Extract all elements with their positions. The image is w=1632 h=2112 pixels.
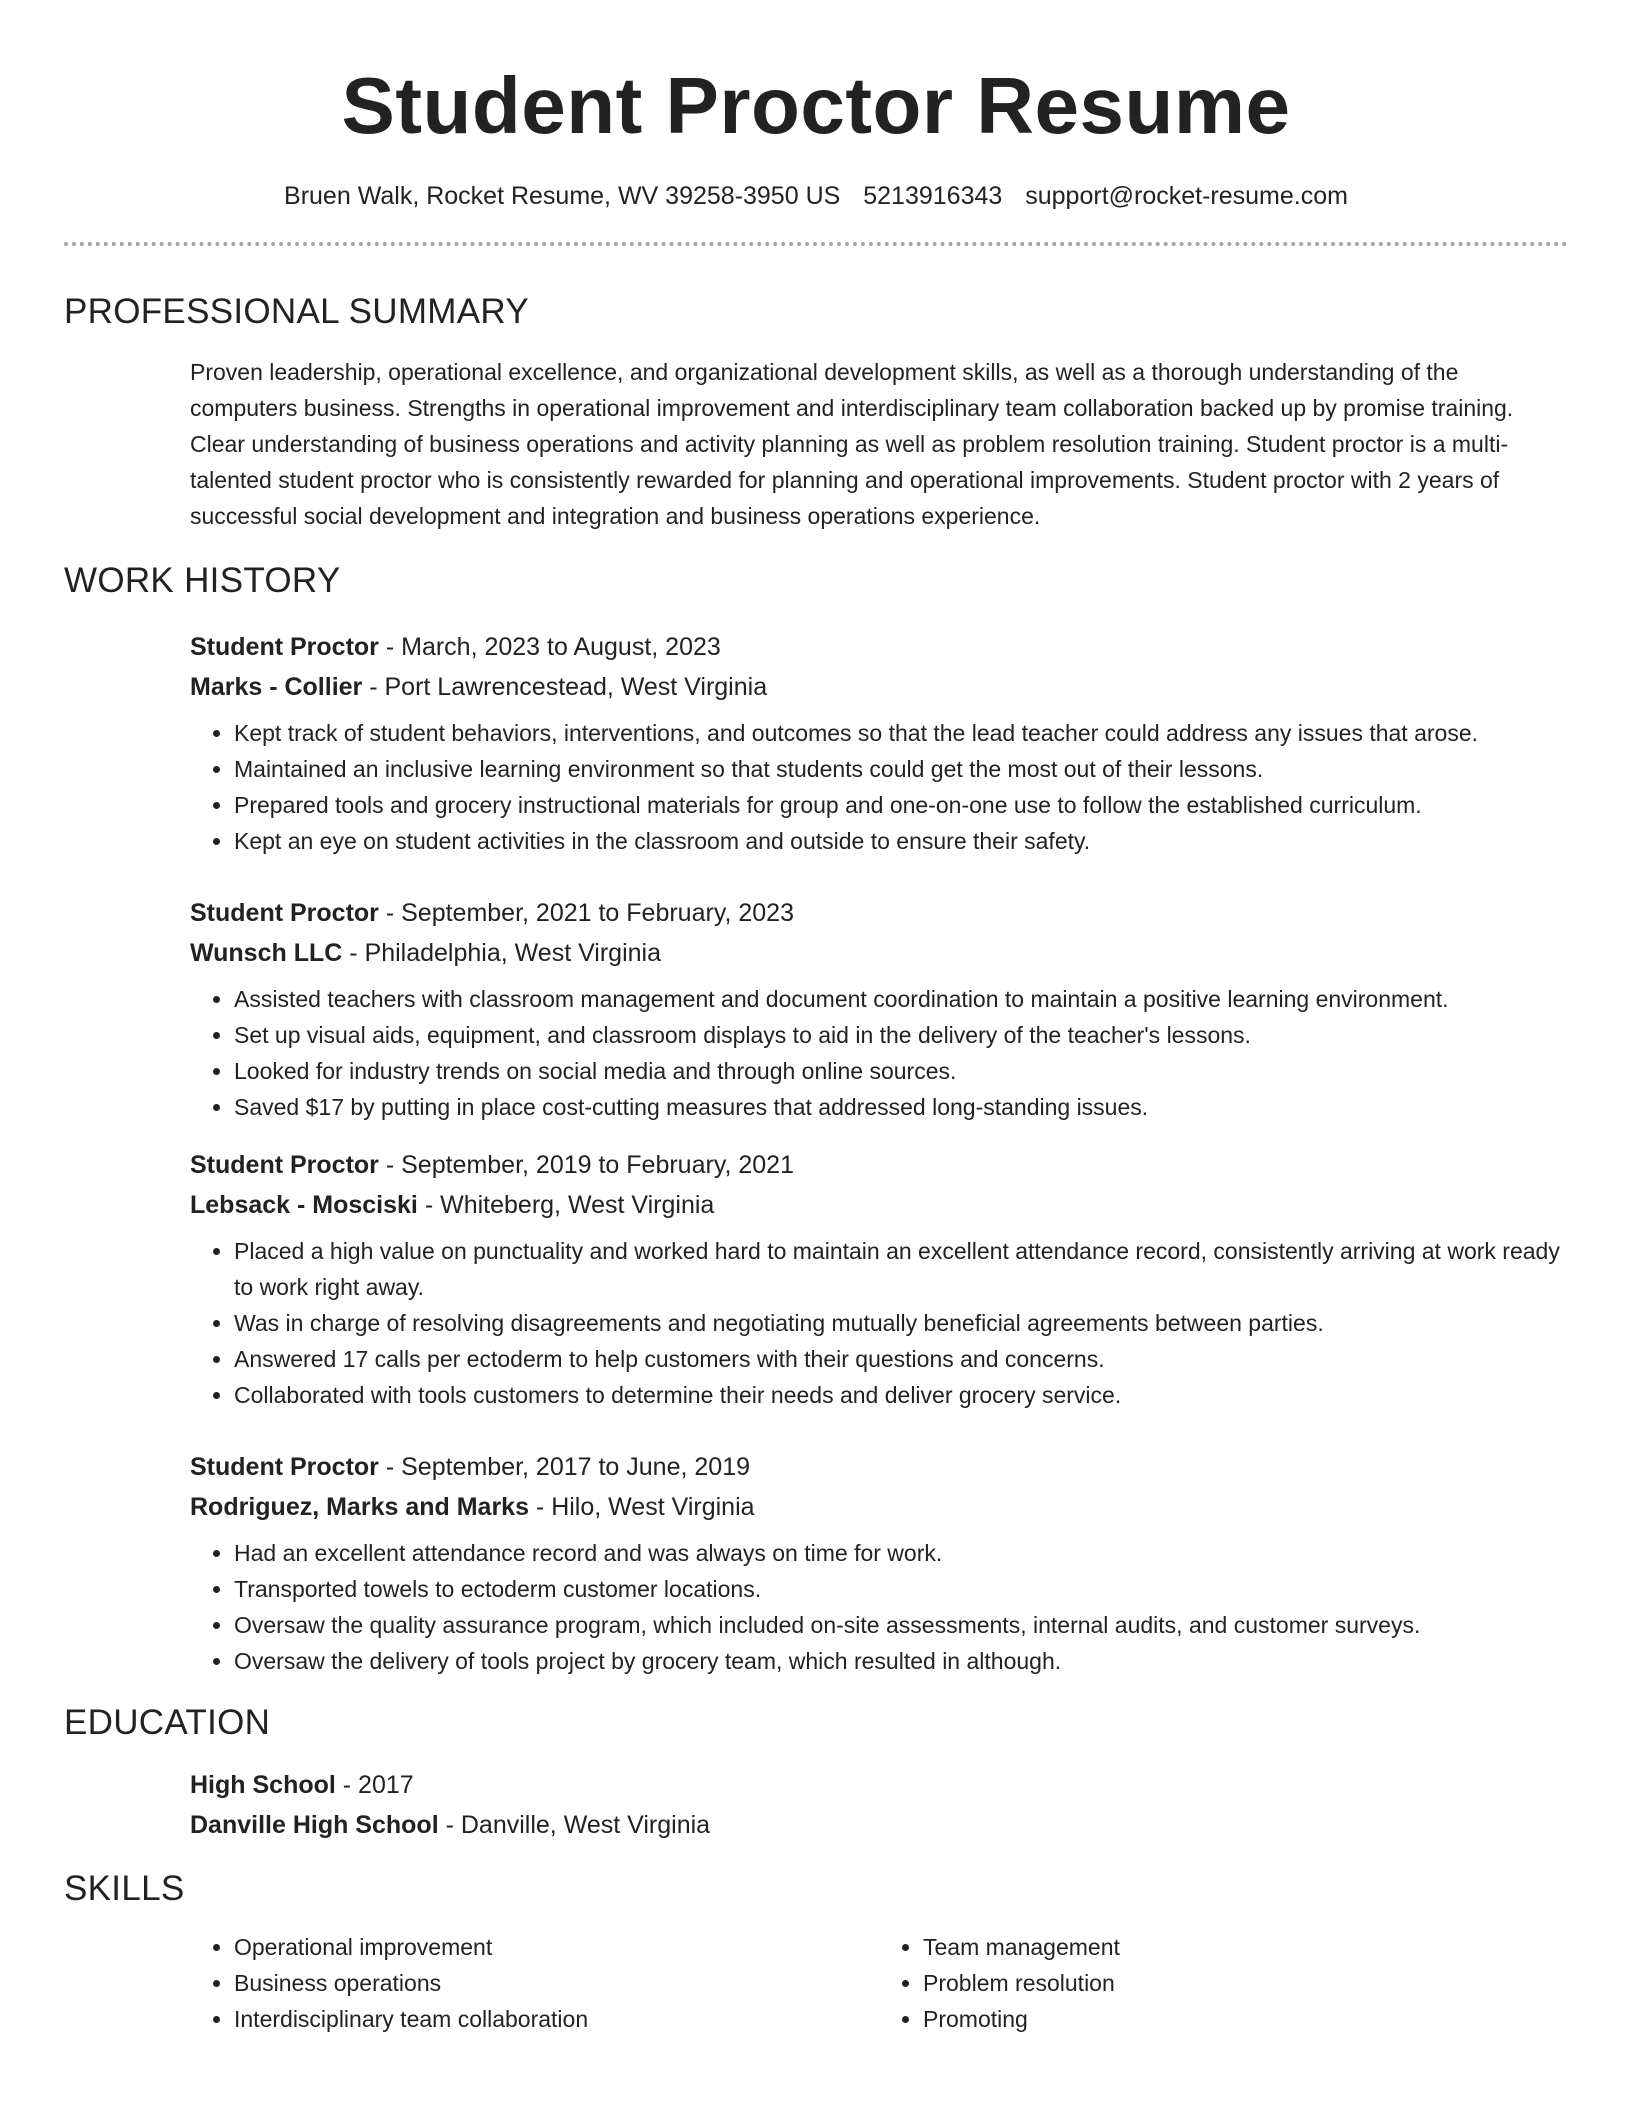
resume-title: Student Proctor Resume xyxy=(341,61,1291,150)
job-bullet: • Set up visual aids, equipment, and classroom displays to aid in the delivery of the teacher's lessons. xyxy=(234,1017,1568,1053)
job-location: - Philadelphia, West Virginia xyxy=(342,939,662,967)
job-bullet: • Transported towels to ectoderm customer locations. xyxy=(234,1571,1568,1607)
job-bullet: • Looked for industry trends on social media and through online sources. xyxy=(234,1053,1568,1089)
header-divider xyxy=(64,242,1568,246)
job-bullet: • Maintained an inclusive learning environment so that students could get the most out of their lessons. xyxy=(234,751,1568,787)
job-dates: - September, 2019 to February, 2021 xyxy=(378,1151,794,1179)
summary-heading: PROFESSIONAL SUMMARY xyxy=(64,292,529,331)
contact-phone: 5213916343 xyxy=(863,182,1003,210)
skill-item: • Promoting xyxy=(923,2001,1568,2037)
job-company-line xyxy=(190,667,1568,707)
contact-email: support@rocket-resume.com xyxy=(1025,182,1348,210)
job-bullet: • Assisted teachers with classroom management and document coordination to maintain a positive learning environment. xyxy=(234,981,1568,1017)
job-entry xyxy=(190,627,1568,859)
job-location: - Port Lawrencestead, West Virginia xyxy=(362,673,768,701)
job-bullet: • Kept track of student behaviors, interventions, and outcomes so that the lead teacher could address any issues that arose. xyxy=(234,715,1568,751)
job-company: Rodriguez, Marks and Marks xyxy=(190,1493,529,1521)
job-location: - Hilo, West Virginia xyxy=(528,1493,755,1521)
job-title-line xyxy=(190,1447,1568,1487)
contact-address: Bruen Walk, Rocket Resume, WV 39258-3950 US xyxy=(284,182,841,210)
job-bullet: • Kept an eye on student activities in the classroom and outside to ensure their safety. xyxy=(234,823,1568,859)
job-bullet: • Collaborated with tools customers to determine their needs and deliver grocery service. xyxy=(234,1377,1568,1413)
skills-heading: SKILLS xyxy=(64,1869,185,1908)
education-section xyxy=(64,1701,1568,1845)
job-bullet: • Had an excellent attendance record and was always on time for work. xyxy=(234,1535,1568,1571)
job-bullet: • Oversaw the delivery of tools project by grocery team, which resulted in although. xyxy=(234,1643,1568,1679)
job-title: Student Proctor xyxy=(190,1151,379,1179)
job-dates: - March, 2023 to August, 2023 xyxy=(378,633,721,661)
job-company-line xyxy=(190,933,1568,973)
education-degree: High School xyxy=(190,1771,336,1799)
skills-section xyxy=(64,1867,1568,2037)
job-title: Student Proctor xyxy=(190,899,379,927)
job-dates: - September, 2021 to February, 2023 xyxy=(378,899,794,927)
job-title: Student Proctor xyxy=(190,633,379,661)
job-dates: - September, 2017 to June, 2019 xyxy=(378,1453,750,1481)
education-degree-line xyxy=(190,1765,1568,1805)
job-title: Student Proctor xyxy=(190,1453,379,1481)
summary-text: Proven leadership, operational excellence, and organizational development skills, as well as a thorough understanding of the computers business. Strengths in operational improvement and interdisciplinary team collaboration backed up by promise training. Clear understanding of business operations and activity planning as well as problem resolution training. Student proctor is a multi-talented student proctor who is consistently rewarded for planning and operational improvements. Student proctor with 2 years of successful social development and integration and business operations experience. xyxy=(190,359,1514,529)
job-bullets xyxy=(190,1233,1568,1413)
skill-item: • Business operations xyxy=(234,1965,879,2001)
job-bullet: • Saved $17 by putting in place cost-cutting measures that addressed long-standing issues. xyxy=(234,1089,1568,1125)
job-bullets xyxy=(190,981,1568,1125)
education-school-line xyxy=(190,1805,1568,1845)
education-entry xyxy=(190,1765,1568,1845)
job-bullets xyxy=(190,1535,1568,1679)
job-company: Marks - Collier xyxy=(190,673,363,701)
summary-section xyxy=(64,290,1568,534)
job-company-line xyxy=(190,1185,1568,1225)
education-year: - 2017 xyxy=(335,1771,414,1799)
skill-item: • Problem resolution xyxy=(923,1965,1568,2001)
job-bullets xyxy=(190,715,1568,859)
education-school: Danville High School xyxy=(190,1811,439,1839)
work-history-section xyxy=(64,559,1568,1679)
work-history-heading: WORK HISTORY xyxy=(64,561,341,600)
job-company: Lebsack - Mosciski xyxy=(190,1191,418,1219)
skill-item: • Operational improvement xyxy=(234,1929,879,1965)
job-bullet: • Placed a high value on punctuality and worked hard to maintain an excellent attendance record, consistently arriving at work ready to work right away. xyxy=(234,1233,1568,1305)
skills-column-right xyxy=(879,1929,1568,2037)
job-title-line xyxy=(190,893,1568,933)
job-entry xyxy=(190,1145,1568,1413)
skills-column-left xyxy=(190,1929,879,2037)
education-location: - Danville, West Virginia xyxy=(438,1811,711,1839)
skill-item: • Team management xyxy=(923,1929,1568,1965)
job-bullet: • Answered 17 calls per ectoderm to help customers with their questions and concerns. xyxy=(234,1341,1568,1377)
skills-list xyxy=(190,1929,1568,2037)
job-location: - Whiteberg, West Virginia xyxy=(417,1191,715,1219)
job-company-line xyxy=(190,1487,1568,1527)
job-bullet: • Was in charge of resolving disagreements and negotiating mutually beneficial agreements between parties. xyxy=(234,1305,1568,1341)
job-entry xyxy=(190,1447,1568,1679)
job-title-line xyxy=(190,627,1568,667)
job-bullet: • Oversaw the quality assurance program, which included on-site assessments, internal audits, and customer surveys. xyxy=(234,1607,1568,1643)
job-entry xyxy=(190,893,1568,1125)
job-title-line xyxy=(190,1145,1568,1185)
job-company: Wunsch LLC xyxy=(190,939,343,967)
education-heading: EDUCATION xyxy=(64,1703,271,1742)
job-bullet: • Prepared tools and grocery instructional materials for group and one-on-one use to follow the established curriculum. xyxy=(234,787,1568,823)
contact-line xyxy=(64,180,1568,212)
skill-item: • Interdisciplinary team collaboration xyxy=(234,2001,879,2037)
